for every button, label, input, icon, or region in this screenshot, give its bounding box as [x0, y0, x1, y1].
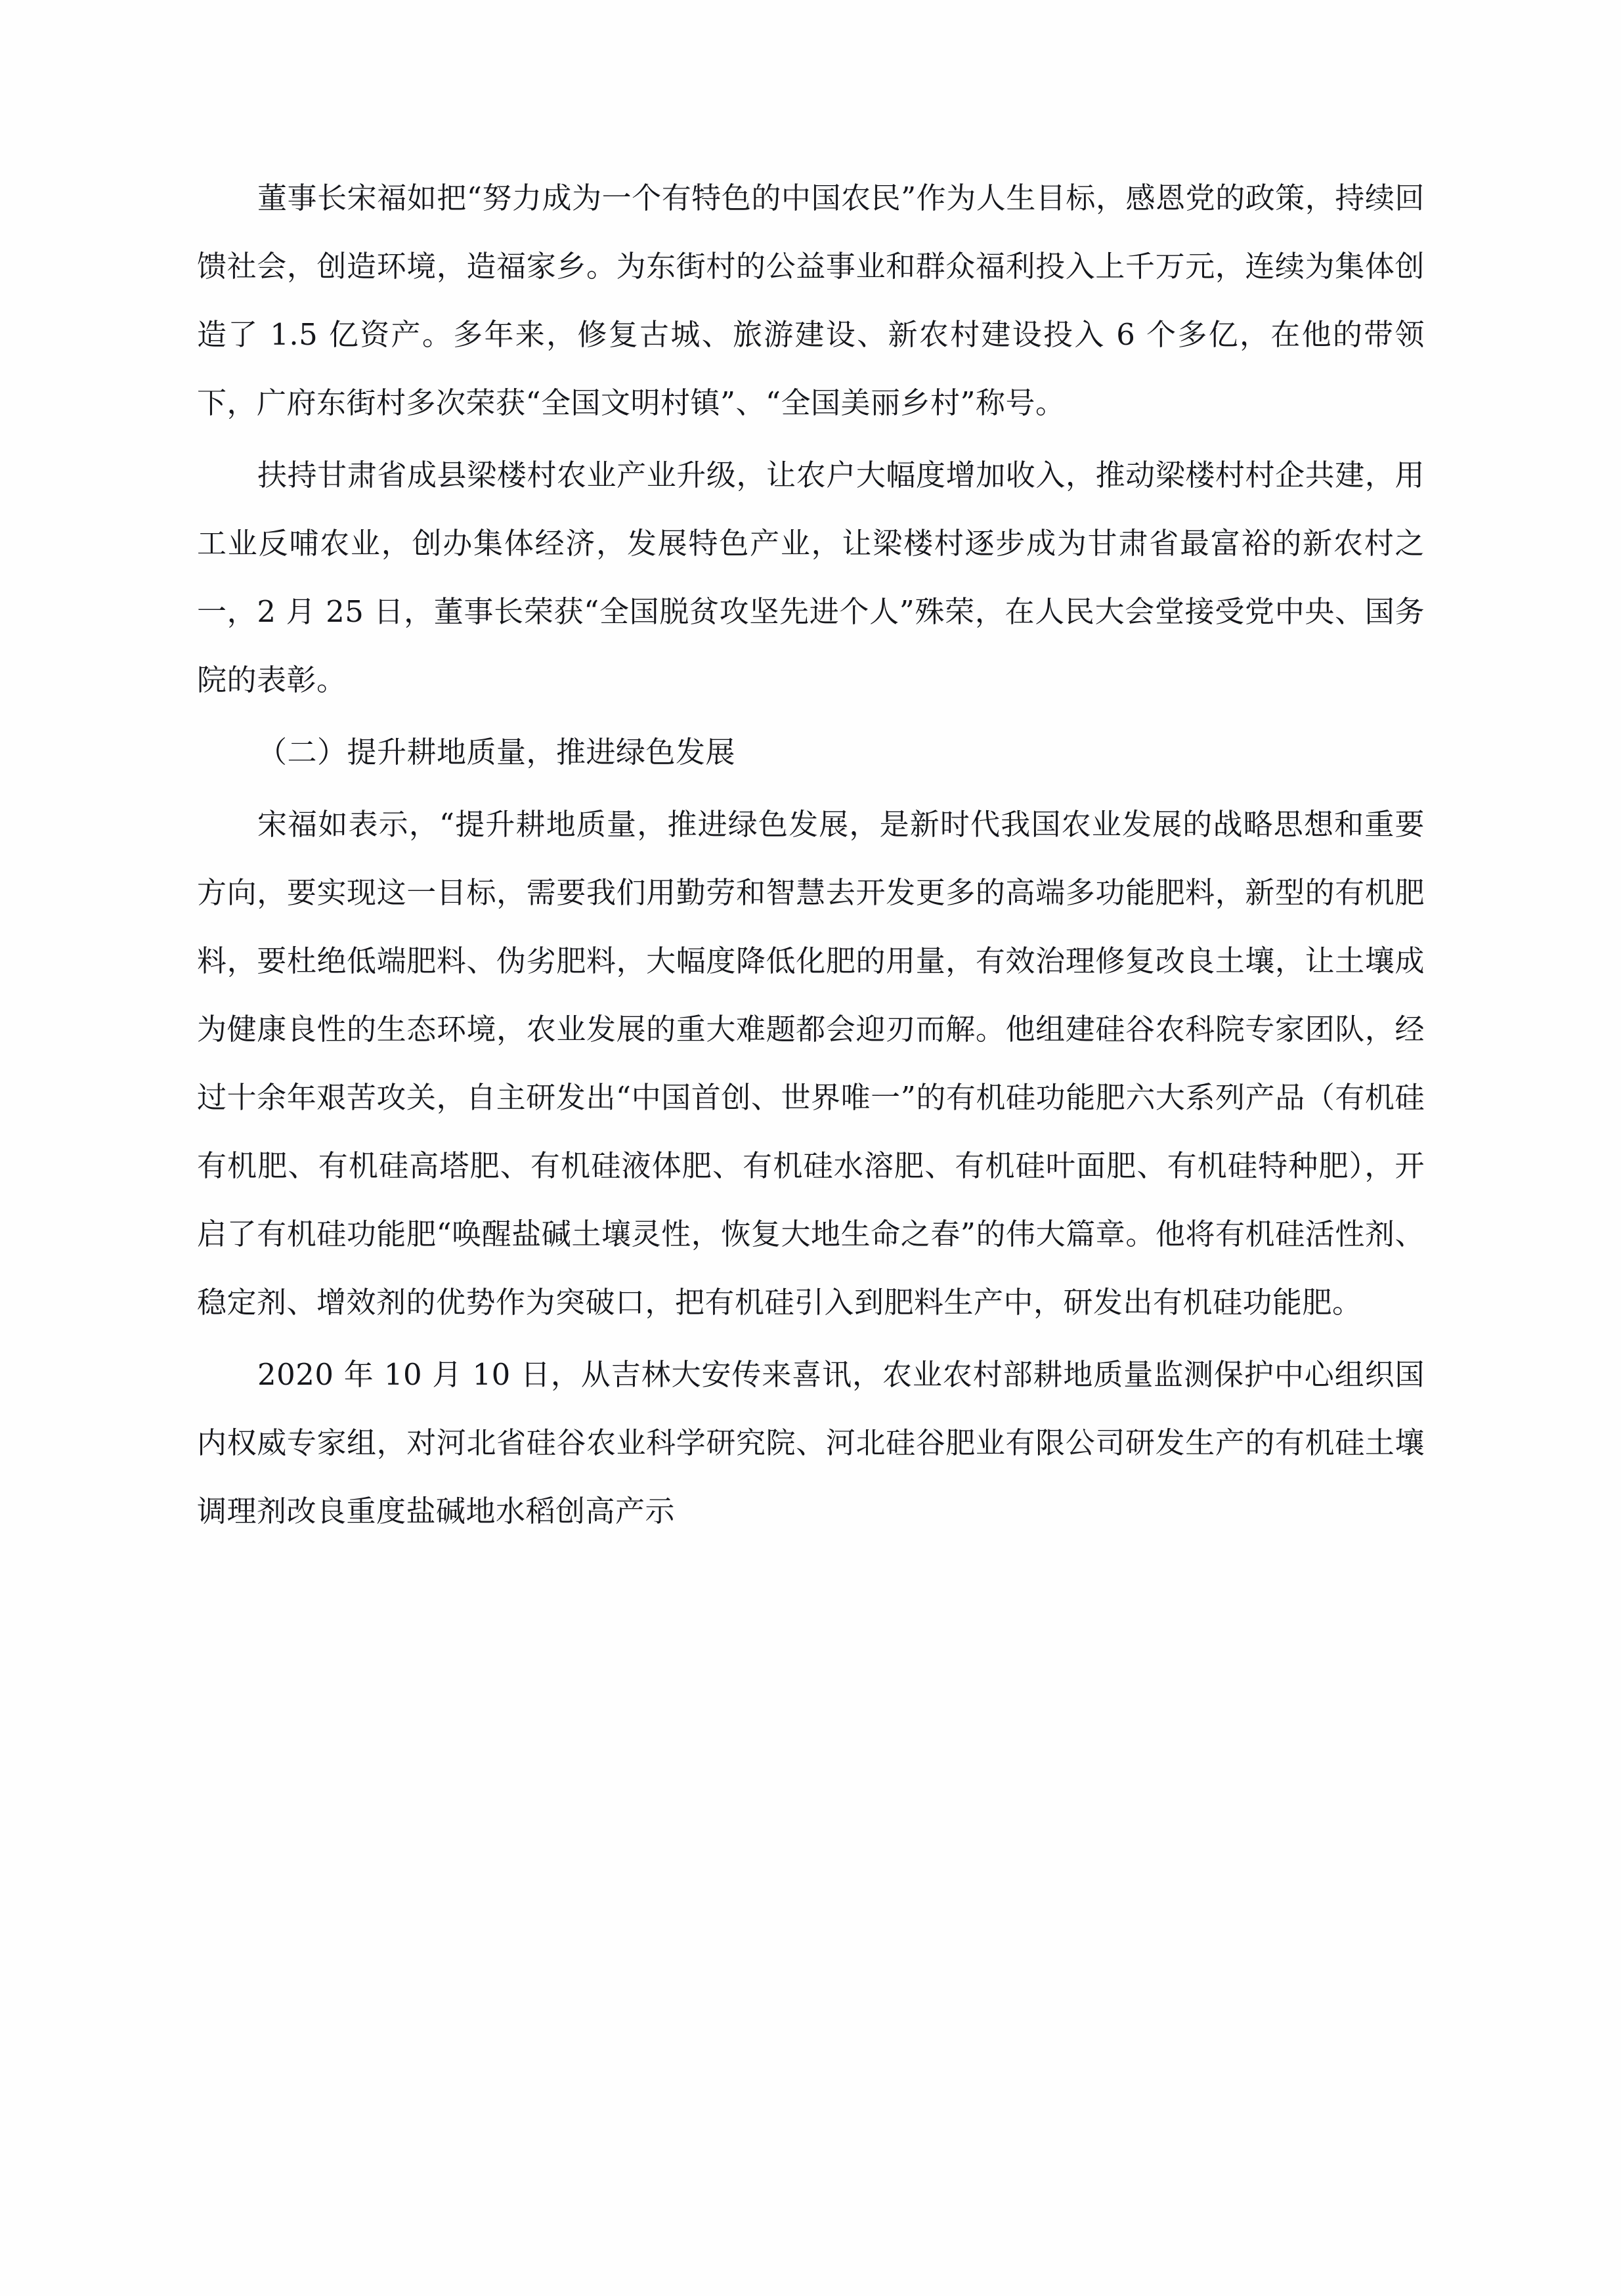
paragraph-3: 宋福如表示，“提升耕地质量，推进绿色发展，是新时代我国农业发展的战略思想和重要方向，要实现这一目标，需要我们用勤劳和智慧去开发更多的高端多功能肥料，新型的有机肥料，要杜绝低端肥料、伪劣肥料，大幅度降低化肥的用量，有效治理修复改良土壤，让土壤成为健康良性的生态环境，农业发展的重大难题都会迎刃而解。他组建硅谷农科院专家团队，经过十余年艰苦攻关，自主研发出“中国首创、世界唯一”的有机硅功能肥六大系列产品（有机硅有机肥、有机硅高塔肥、有机硅液体肥、有机硅水溶肥、有机硅叶面肥、有机硅特种肥），开启了有机硅功能肥“唤醒盐碱土壤灵性，恢复大地生命之春”的伟大篇章。他将有机硅活性剂、稳定剂、增效剂的优势作为突破口，把有机硅引入到肥料生产中，研发出有机硅功能肥。 — [197, 807, 1425, 1320]
paragraph-4: 2020 年 10 月 10 日，从吉林大安传来喜讯，农业农村部耕地质量监测保护中心组织国内权威专家组，对河北省硅谷农业科学研究院、河北硅谷肥业有限公司研发生产的有机硅土壤调理剂改良重度盐碱地水稻创高产示 — [197, 1357, 1425, 1528]
paragraph-2: 扶持甘肃省成县梁楼村农业产业升级，让农户大幅度增加收入，推动梁楼村村企共建，用工业反哺农业，创办集体经济，发展特色产业，让梁楼村逐步成为甘肃省最富裕的新农村之一，2 月 25 日，董事长荣获“全国脱贫攻坚先进个人”殊荣，在人民大会堂接受党中央、国务院的表彰。 — [197, 458, 1425, 697]
document-body — [197, 164, 1425, 1546]
section-heading-2: （二）提升耕地质量，推进绿色发展 — [257, 735, 736, 769]
paragraph-1: 董事长宋福如把“努力成为一个有特色的中国农民”作为人生目标，感恩党的政策，持续回馈社会，创造环境，造福家乡。为东街村的公益事业和群众福利投入上千万元，连续为集体创造了 1.5 亿资产。多年来，修复古城、旅游建设、新农村建设投入 6 个多亿，在他的带领下，广府东街村多次荣获“全国文明村镇”、“全国美丽乡村”称号。 — [197, 181, 1425, 420]
